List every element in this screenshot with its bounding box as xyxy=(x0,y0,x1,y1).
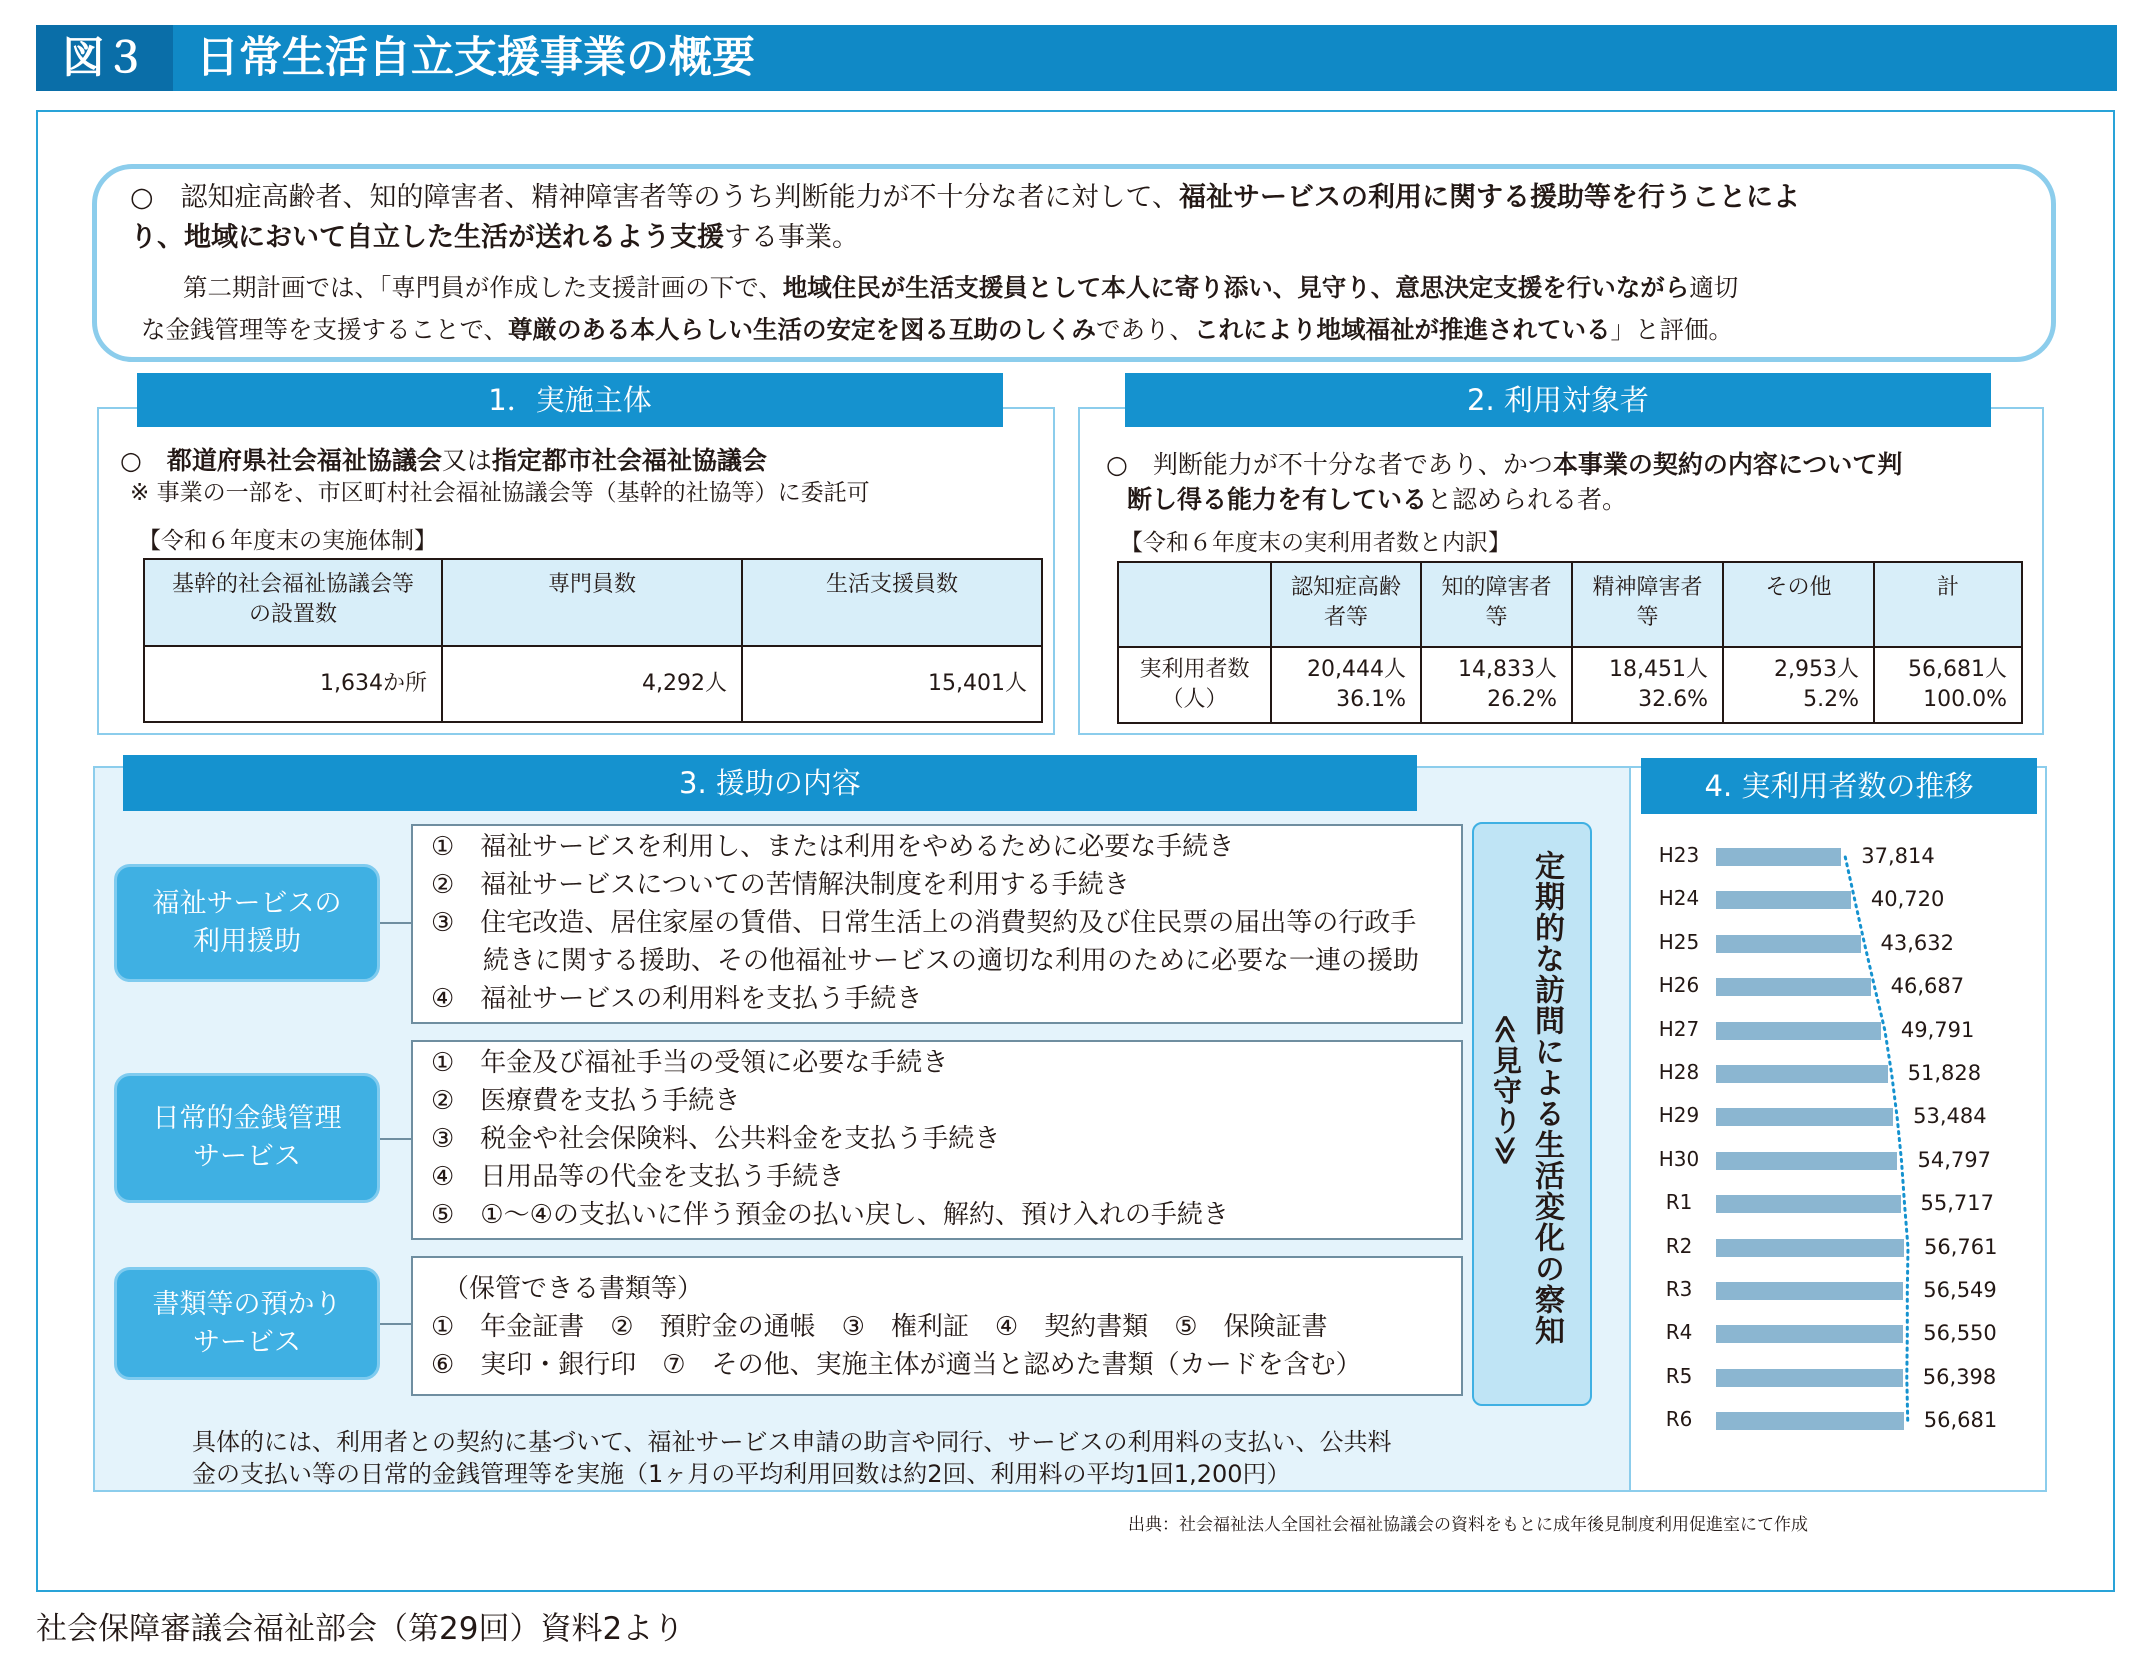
list-item: ② 医療費を支払う手続き xyxy=(431,1086,741,1116)
data-label: 56,681 xyxy=(1923,1408,1998,1433)
panel1-line-1: ○ 都道府県社会福祉協議会又は指定都市社会福祉協議会 xyxy=(120,446,767,475)
monitoring-main-text: 定期的な訪問による生活変化の察知 xyxy=(1529,850,1564,1346)
label-welfare-service-assistance: 福祉サービスの 利用援助 xyxy=(114,864,380,982)
panel3-note-line-1: 具体的には、利用者との契約に基づいて、福祉サービス申請の助言や同行、サービスの利用料の支払い、公共料 xyxy=(192,1428,1392,1456)
list-item: ④ 福祉サービスの利用料を支払う手続き xyxy=(431,984,923,1014)
data-label: 40,720 xyxy=(1870,887,1945,912)
list-item: 続きに関する援助、その他福祉サービスの適切な利用のために必要な一連の援助 xyxy=(431,946,1420,976)
data-label: 51,828 xyxy=(1907,1061,1982,1085)
users-table-dementia: 20,444人 36.1% xyxy=(1271,647,1421,723)
data-label: 53,484 xyxy=(1913,1104,1987,1129)
users-table-header-total: 計 xyxy=(1874,562,2022,647)
staff-table-offices: 1,634か所 xyxy=(144,646,442,722)
y-tick-label: H29 xyxy=(1658,1103,1700,1128)
figure-number: 図３ xyxy=(36,25,173,91)
users-table-intellectual: 14,833人 26.2% xyxy=(1421,647,1572,723)
users-table-mental: 18,451人 32.6% xyxy=(1572,647,1723,723)
intro-line-3: 第二期計画では、「専門員が作成した支援計画の下で、地域住民が生活支援員として本人に寄り添い、見守り、意思決定支援を行いながら適切 xyxy=(183,273,1739,302)
label-daily-money-management: 日常的金銭管理 サービス xyxy=(114,1073,380,1203)
staff-table-specialists: 4,292人 xyxy=(442,646,742,722)
data-label: 56,550 xyxy=(1923,1321,1997,1346)
y-tick-label: H28 xyxy=(1658,1060,1700,1084)
data-label: 56,761 xyxy=(1924,1234,1998,1259)
users-table-header-mental: 精神障害者 等 xyxy=(1572,562,1723,647)
panel1-caption: 【令和６年度末の実施体制】 xyxy=(138,528,437,554)
users-table-header-dementia: 認知症高齢 者等 xyxy=(1271,562,1421,647)
y-tick-label: R3 xyxy=(1665,1277,1693,1301)
data-label: 46,687 xyxy=(1890,974,1965,999)
users-table-header-other: その他 xyxy=(1723,562,1874,647)
panel1-header: 1．実施主体 xyxy=(137,373,1003,427)
label-document-custody: 書類等の預かり サービス xyxy=(114,1267,380,1380)
list-item: （保管できる書類等） xyxy=(443,1274,704,1304)
y-tick-label: H30 xyxy=(1658,1146,1700,1171)
data-label: 49,791 xyxy=(1900,1017,1975,1042)
y-tick-label: H27 xyxy=(1658,1016,1700,1041)
list-item: ① 福祉サービスを利用し、または利用をやめるために必要な手続き xyxy=(431,832,1235,862)
staff-table-header-offices: 基幹的社会福祉協議会等 の設置数 xyxy=(144,559,442,646)
y-tick-label: R2 xyxy=(1665,1233,1693,1258)
list-item: ⑤ ①～④の支払いに伴う預金の払い戻し、解約、預け入れの手続き xyxy=(431,1200,1229,1230)
intro-line-2: り、地域において自立した生活が送れるよう支援する事業。 xyxy=(130,222,859,253)
data-label: 54,797 xyxy=(1917,1147,1991,1172)
panel1-note: ※ 事業の一部を、市区町村社会福祉協議会等（基幹的社協等）に委託可 xyxy=(130,480,870,506)
users-table-header-intellectual: 知的障害者 等 xyxy=(1421,562,1572,647)
y-tick-label: H24 xyxy=(1658,886,1700,911)
data-label: 55,717 xyxy=(1920,1191,1995,1216)
panel2-header: 2. 利用対象者 xyxy=(1125,373,1991,427)
y-tick-label: R1 xyxy=(1665,1190,1693,1215)
data-label: 56,549 xyxy=(1923,1278,1997,1302)
y-tick-label: H25 xyxy=(1658,929,1700,954)
list-item: ③ 住宅改造、居住家屋の賃借、日常生活上の消費契約及び住民票の届出等の行政手 xyxy=(431,908,1417,938)
panel3-note-line-2: 金の支払い等の日常的金銭管理等を実施（1ヶ月の平均利用回数は約2回、利用料の平均1回1,200円） xyxy=(192,1460,1291,1488)
y-tick-label: R4 xyxy=(1665,1320,1693,1345)
list-item: ④ 日用品等の代金を支払う手続き xyxy=(431,1162,845,1192)
y-tick-label: H23 xyxy=(1658,843,1700,867)
list-item: ② 福祉サービスについての苦情解決制度を利用する手続き xyxy=(431,870,1130,900)
staff-table-supporters: 15,401人 xyxy=(742,646,1042,722)
panel4-header: 4. 実利用者数の推移 xyxy=(1641,758,2037,814)
intro-line-1: ○ 認知症高齢者、知的障害者、精神障害者等のうち判断能力が不十分な者に対して、福祉サービスの利用に関する援助等を行うことによ xyxy=(130,182,1801,213)
y-tick-label: H26 xyxy=(1658,973,1700,998)
users-table-total: 56,681人 100.0% xyxy=(1874,647,2022,723)
monitoring-sub-text: ≪見守り≫ xyxy=(1489,1014,1523,1167)
figure-title: 日常生活自立支援事業の概要 xyxy=(196,33,755,83)
staff-table-header-specialists: 専門員数 xyxy=(442,559,742,646)
data-label: 43,632 xyxy=(1880,930,1954,955)
staff-table-header-supporters: 生活支援員数 xyxy=(742,559,1042,646)
users-table-other: 2,953人 5.2% xyxy=(1723,647,1874,723)
footer-caption: 社会保障審議会福祉部会（第29回）資料2より xyxy=(36,1611,685,1647)
intro-line-4: な金銭管理等を支援することで、尊厳のある本人らしい生活の安定を図る互助のしくみであり、これにより地域福祉が推進されている」と評価。 xyxy=(141,315,1734,344)
source-note: 出典：社会福祉法人全国社会福祉協議会の資料をもとに成年後見制度利用促進室にて作成 xyxy=(1128,1515,1808,1535)
list-item: ① 年金証書 ② 預貯金の通帳 ③ 権利証 ④ 契約書類 ⑤ 保険証書 xyxy=(431,1312,1328,1342)
panel2-line-1: ○ 判断能力が不十分な者であり、かつ本事業の契約の内容について判 xyxy=(1106,450,1903,479)
trend-line xyxy=(1845,857,1908,1421)
list-item: ⑥ 実印・銀行印 ⑦ その他、実施主体が適当と認めた書類（カードを含む） xyxy=(431,1350,1362,1380)
list-item: ① 年金及び福祉手当の受領に必要な手続き xyxy=(431,1048,949,1078)
panel2-line-2: 断し得る能力を有していると認められる者。 xyxy=(1127,485,1628,514)
y-tick-label: R5 xyxy=(1665,1363,1693,1388)
data-label: 37,814 xyxy=(1861,844,1935,868)
data-label: 56,398 xyxy=(1922,1364,1997,1389)
users-table-row-label: 実利用者数 （人） xyxy=(1118,647,1271,723)
y-tick-label: R6 xyxy=(1665,1407,1693,1432)
panel3-header: 3. 援助の内容 xyxy=(123,755,1417,811)
list-item: ③ 税金や社会保険料、公共料金を支払う手続き xyxy=(431,1124,1001,1154)
panel2-caption: 【令和６年度末の実利用者数と内訳】 xyxy=(1120,530,1511,556)
